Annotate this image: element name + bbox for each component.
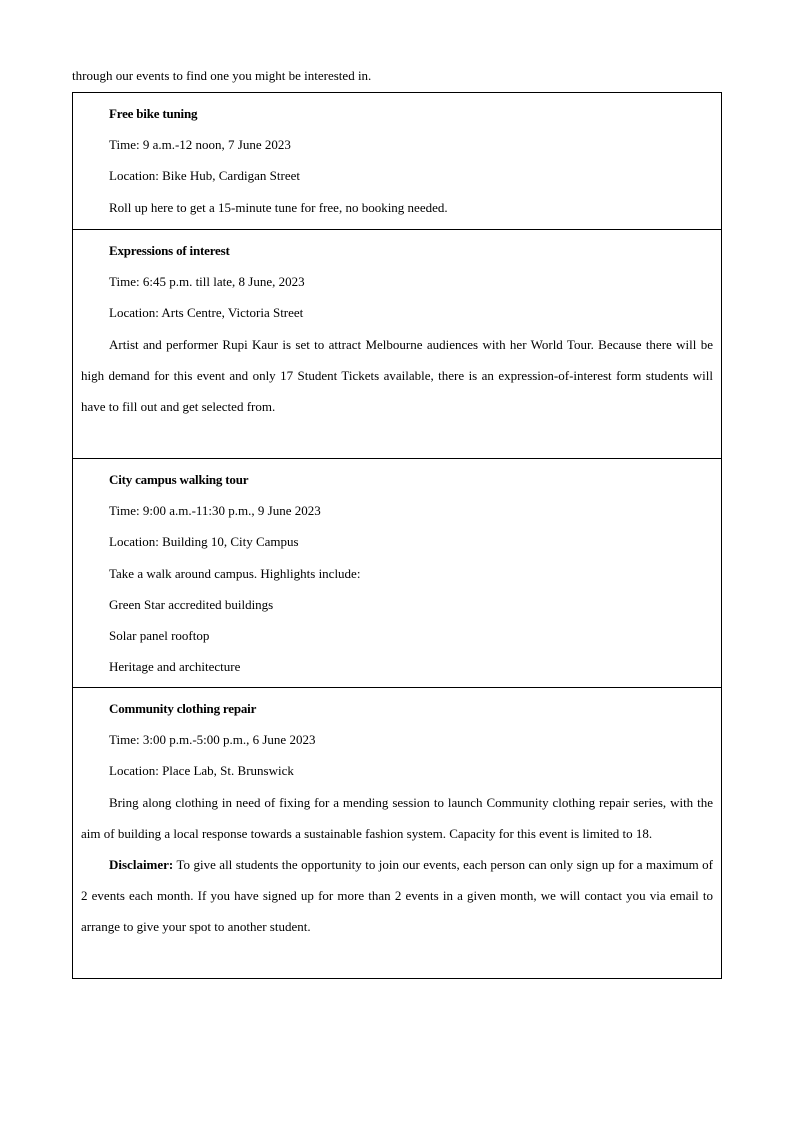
event-free-bike-tuning [73,93,721,229]
event-location: Location: Bike Hub, Cardigan Street [109,168,300,184]
highlight-item: Green Star accredited buildings [109,596,274,612]
event-time: Time: 6:45 p.m. till late, 8 June, 2023 [109,274,305,290]
event-description: Artist and performer Rupi Kaur is set to attract Melbourne audiences with her World Tour. Because there will be high demand for this event and only 17 Student Tickets available, there is an expression-of-interest form students will have to fill out and get selected from. [81,336,713,414]
disclaimer-text: To give all students the opportunity to join our events, each person can only sign up for a maximum of 2 events each month. If you have signed up for more than 2 events in a given month, we will contact you via email to arrange to give your spot to another student. [81,856,713,935]
event-time: Time: 9 a.m.-12 noon, 7 June 2023 [109,137,291,153]
event-title: Free bike tuning [109,106,198,121]
highlight-item: Solar panel rooftop [109,627,210,643]
event-description: Bring along clothing in need of fixing for a mending session to launch Community clothing repair series, with the aim of building a local response towards a sustainable fashion system. Capacity for this event is limited to 18. [81,794,713,841]
disclaimer [81,849,713,943]
event-location: Location: Place Lab, St. Brunswick [109,763,294,779]
events-table [72,92,722,979]
event-expressions-of-interest [73,229,721,458]
event-time: Time: 3:00 p.m.-5:00 p.m., 6 June 2023 [109,732,316,748]
event-title: City campus walking tour [109,472,249,487]
intro-text: through our events to find one you might be interested in. [72,68,372,83]
event-city-campus-walking-tour [73,458,721,687]
event-community-clothing-repair [73,687,721,978]
highlight-item: Heritage and architecture [109,659,241,675]
event-time: Time: 9:00 a.m.-11:30 p.m., 9 June 2023 [109,503,321,519]
disclaimer-label: Disclaimer: [109,856,174,872]
event-location: Location: Building 10, City Campus [109,534,299,550]
event-title: Community clothing repair [109,701,257,716]
event-location: Location: Arts Centre, Victoria Street [109,305,304,321]
event-description: Take a walk around campus. Highlights include: [109,565,361,581]
event-description: Roll up here to get a 15-minute tune for free, no booking needed. [109,199,448,215]
event-title: Expressions of interest [109,243,230,258]
